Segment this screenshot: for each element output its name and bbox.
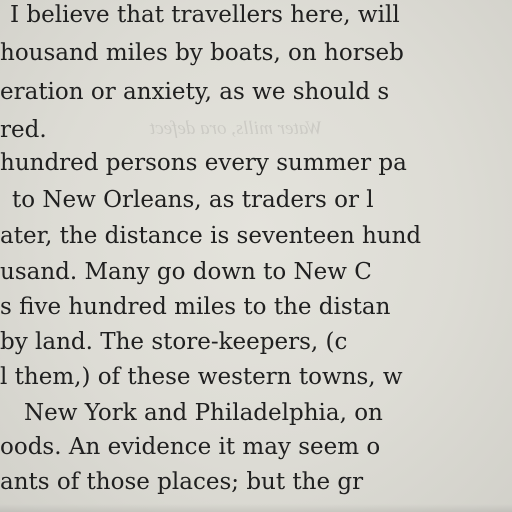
text-line-11: l them,) of these western towns, w (0, 364, 403, 390)
text-line-6: to New Orleans, as traders or l (12, 187, 374, 213)
text-line-10: by land. The store-keepers, (c (0, 329, 348, 355)
text-line-7: ater, the distance is seventeen hund (0, 223, 422, 249)
text-line-14: ants of those places; but the gr (0, 469, 364, 495)
text-line-3: eration or anxiety, as we should s (0, 79, 390, 105)
text-line-12: New York and Philadelphia, on (24, 400, 383, 426)
bleed-through-text: Water mills, ora defect (150, 118, 323, 139)
text-line-8: usand. Many go down to New C (0, 259, 372, 285)
text-line-5: hundred persons every summer pa (0, 150, 407, 176)
text-line-9: s five hundred miles to the distan (0, 294, 391, 320)
text-line-4: red. (0, 117, 47, 143)
text-line-1: I believe that travellers here, will (10, 2, 400, 28)
text-line-2: housand miles by boats, on horseb (0, 40, 404, 66)
page-edge-shadow (0, 504, 512, 512)
text-line-13: oods. An evidence it may seem o (0, 434, 381, 460)
